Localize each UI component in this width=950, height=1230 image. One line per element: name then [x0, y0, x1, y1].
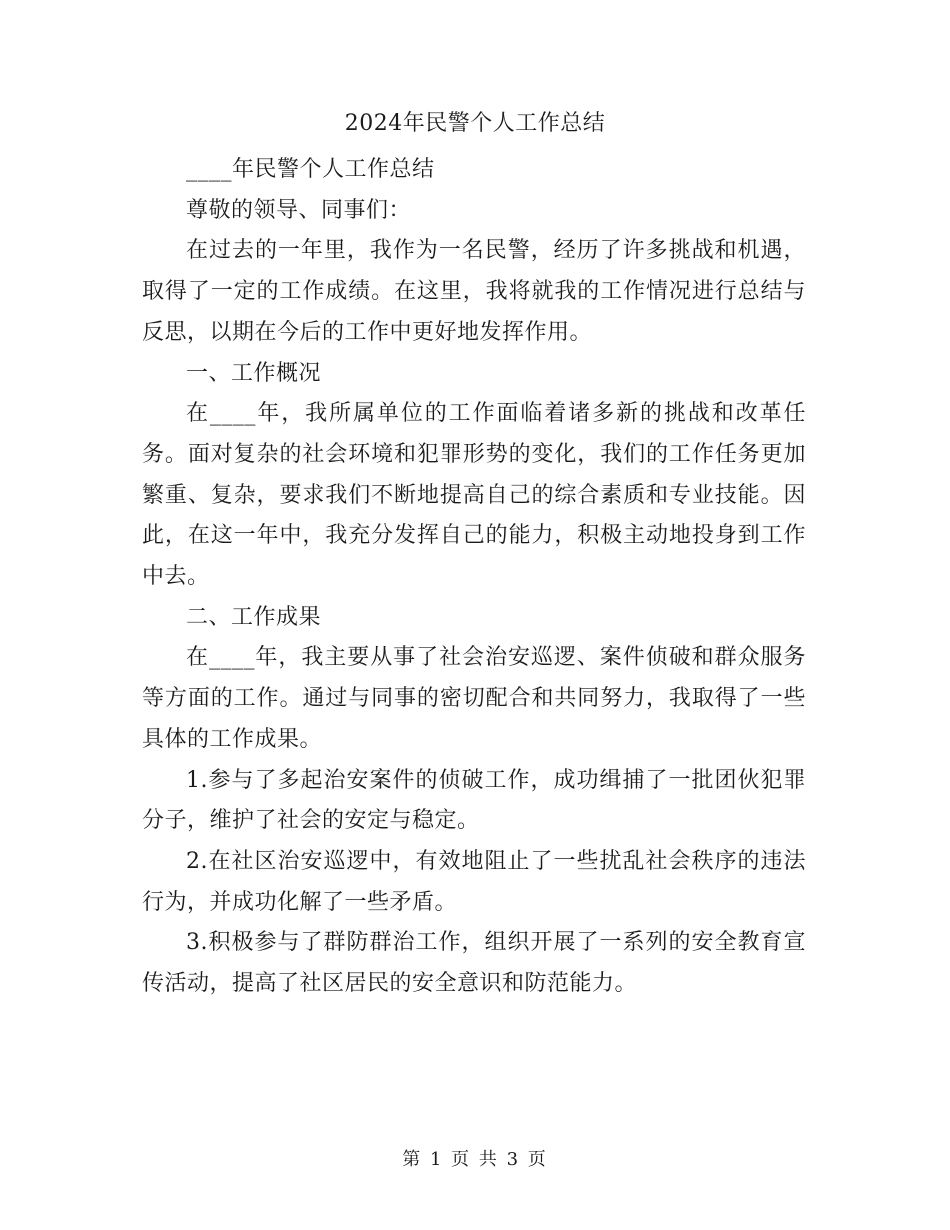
- intro-paragraph: 在过去的一年里，我作为一名民警，经历了许多挑战和机遇，取得了一定的工作成绩。在这里，我将就我的工作情况进行总结与反思，以期在今后的工作中更好地发挥作用。: [142, 238, 806, 345]
- result-item-3: 3.积极参与了群防群治工作，组织开展了一系列的安全教育宣传活动，提高了社区居民的安全意识和防范能力。: [142, 930, 806, 997]
- subtitle-paragraph: ____年民警个人工作总结: [186, 157, 435, 182]
- salutation-paragraph: 尊敬的领导、同事们：: [186, 197, 412, 223]
- result-item-2: 2.在社区治安巡逻中，有效地阻止了一些扰乱社会秩序的违法行为，并成功化解了一些矛盾。: [142, 848, 806, 915]
- document-body: [142, 150, 806, 1005]
- document-title: 2024年民警个人工作总结: [344, 111, 606, 136]
- overview-paragraph: 在____年，我所属单位的工作面临着诸多新的挑战和改革任务。面对复杂的社会环境和犯罪形势的变化，我们的工作任务更加繁重、复杂，要求我们不断地提高自己的综合素质和专业技能。因此，在这一年中，我充分发挥自己的能力，积极主动地投身到工作中去。: [142, 401, 806, 590]
- results-intro-paragraph: 在____年，我主要从事了社会治安巡逻、案件侦破和群众服务等方面的工作。通过与同事的密切配合和共同努力，我取得了一些具体的工作成果。: [142, 645, 806, 752]
- section-heading-results: 二、工作成果: [186, 604, 322, 630]
- result-item-1: 1.参与了多起治安案件的侦破工作，成功缉捕了一批团伙犯罪分子，维护了社会的安定与稳定。: [142, 767, 806, 834]
- section-heading-overview: 一、工作概况: [186, 360, 322, 386]
- page-number-footer: 第 1 页 共 3 页: [402, 1149, 548, 1170]
